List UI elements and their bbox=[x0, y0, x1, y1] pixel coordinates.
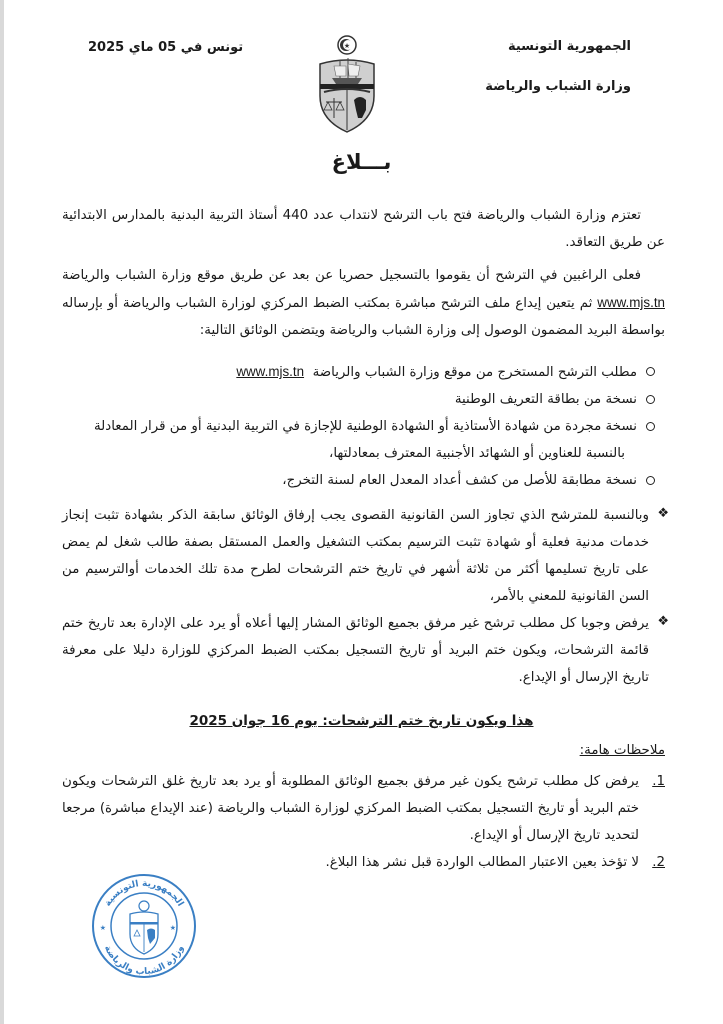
deadline-notice: هذا ويكون تاريخ ختم الترشحات: يوم 16 جوان 2025 bbox=[189, 713, 534, 729]
ministry-stamp bbox=[90, 872, 198, 980]
ministry-website-link[interactable]: www.mjs.tn bbox=[597, 295, 665, 310]
star-icon: ★ bbox=[99, 924, 106, 932]
stamp-bottom-text: وزارة الشباب والرياضة bbox=[101, 944, 187, 978]
svg-text:★: ★ bbox=[343, 42, 351, 50]
registration-text-2: ثم يتعين إيداع ملف الترشح مباشرة بمكتب الضبط المركزي لوزارة الشباب والرياضة أو بإرساله بواسطة البريد المضمون الوصول إلى وزارة الشباب والرياضة ويتضمن الوثائق التالية: bbox=[62, 296, 665, 338]
required-documents-list bbox=[62, 358, 665, 494]
document-item: نسخة من بطاقة التعريف الوطنية bbox=[62, 386, 665, 413]
notes-heading: ملاحظات هامة: bbox=[579, 743, 665, 758]
note-number: 1. bbox=[652, 774, 665, 789]
note-number: 2. bbox=[652, 855, 665, 870]
rule-item: ❖ وبالنسبة للمترشح الذي تجاوز السن القانونية القصوى يجب إرفاق الوثائق سابقة الذكر بشهادة تثبت إنجاز خدمات مدنية فعلية أو شهادة تثبت الترسيم بمكتب التشغيل والعمل المستقل بصفة طالب شغل لم يمض على تاريخ تسليمها أكثر من ثلاثة أشهر في تاريخ ختم الترشحات لطرح مدة تلك الخدمات أوالترسيم من السن القانونية للمعني بالأمر، bbox=[62, 506, 669, 604]
republic-name: الجمهورية التونسية bbox=[507, 39, 631, 54]
diamond-bullet-icon: ❖ bbox=[657, 506, 669, 521]
letterhead bbox=[485, 40, 631, 120]
circle-bullet-icon bbox=[646, 422, 655, 431]
circle-bullet-icon bbox=[646, 367, 655, 376]
rule-item: ❖ يرفض وجوبا كل مطلب ترشح غير مرفق بجميع الوثائق المشار إليها أعلاه أو يرد على الإدارة بعد تاريخ ختم قائمة الترشحات، ويكون ختم البريد أو تاريخ التسجيل بمكتب الضبط المركزي للوزارة دليلا على معرفة تاريخ الإرسال أو الإيداع. bbox=[62, 614, 669, 685]
star-icon: ★ bbox=[169, 924, 176, 932]
registration-paragraph bbox=[62, 262, 665, 344]
document-item: مطلب الترشح المستخرج من موقع وزارة الشباب والرياضة www.mjs.tn bbox=[62, 358, 665, 386]
document-item-continuation: بالنسبة للعناوين أو الشهائد الأجنبية المعترف بمعادلتها، bbox=[329, 446, 625, 461]
application-form-link[interactable]: www.mjs.tn bbox=[236, 364, 305, 379]
note-item: 1. يرفض كل مطلب ترشح يكون غير مرفق بجميع الوثائق المطلوبة أو يرد بعد تاريخ غلق الترشحات ويكون ختم البريد أو تاريخ التسجيل بمكتب الضبط المركزي لوزارة الشباب والرياضة (عند الإيداع مباشرة) مرجعا لتحديد تاريخ الإرسال أو الإيداع. bbox=[62, 768, 665, 849]
circle-bullet-icon bbox=[646, 476, 655, 485]
document-item: نسخة مطابقة للأصل من كشف أعداد المعدل العام لسنة التخرج، bbox=[62, 467, 665, 494]
notes-list bbox=[62, 768, 665, 876]
note-item: 2. لا تؤخذ بعين الاعتبار المطالب الواردة قبل نشر هذا البلاغ. bbox=[62, 849, 665, 876]
rules-list bbox=[62, 502, 669, 691]
registration-text-1: فعلى الراغبين في الترشح أن يقوموا بالتسجيل حصريا عن بعد عن طريق موقع وزارة الشباب والرياضة bbox=[62, 268, 641, 283]
intro-paragraph: تعتزم وزارة الشباب والرياضة فتح باب الترشح لانتداب عدد 440 أستاذ التربية البدنية بالمدارس الابتدائية عن طريق التعاقد. bbox=[62, 208, 665, 250]
issue-date: تونس في 05 ماي 2025 bbox=[88, 40, 244, 55]
document-item: نسخة مجردة من شهادة الأستاذية أو الشهادة الوطنية للإجازة في التربية البدنية أو من قرار المعادلة بالنسبة للعناوين أو الشهائد الأجنبية المعترف بمعادلتها، bbox=[62, 413, 665, 467]
stamp-top-text: الجمهورية التونسية bbox=[102, 878, 186, 909]
ministry-name: وزارة الشباب والرياضة bbox=[485, 79, 631, 94]
announcement-title: بـــلاغ bbox=[331, 150, 392, 174]
tunisia-coat-of-arms-icon bbox=[312, 34, 382, 134]
diamond-bullet-icon: ❖ bbox=[657, 614, 669, 629]
circle-bullet-icon bbox=[646, 395, 655, 404]
